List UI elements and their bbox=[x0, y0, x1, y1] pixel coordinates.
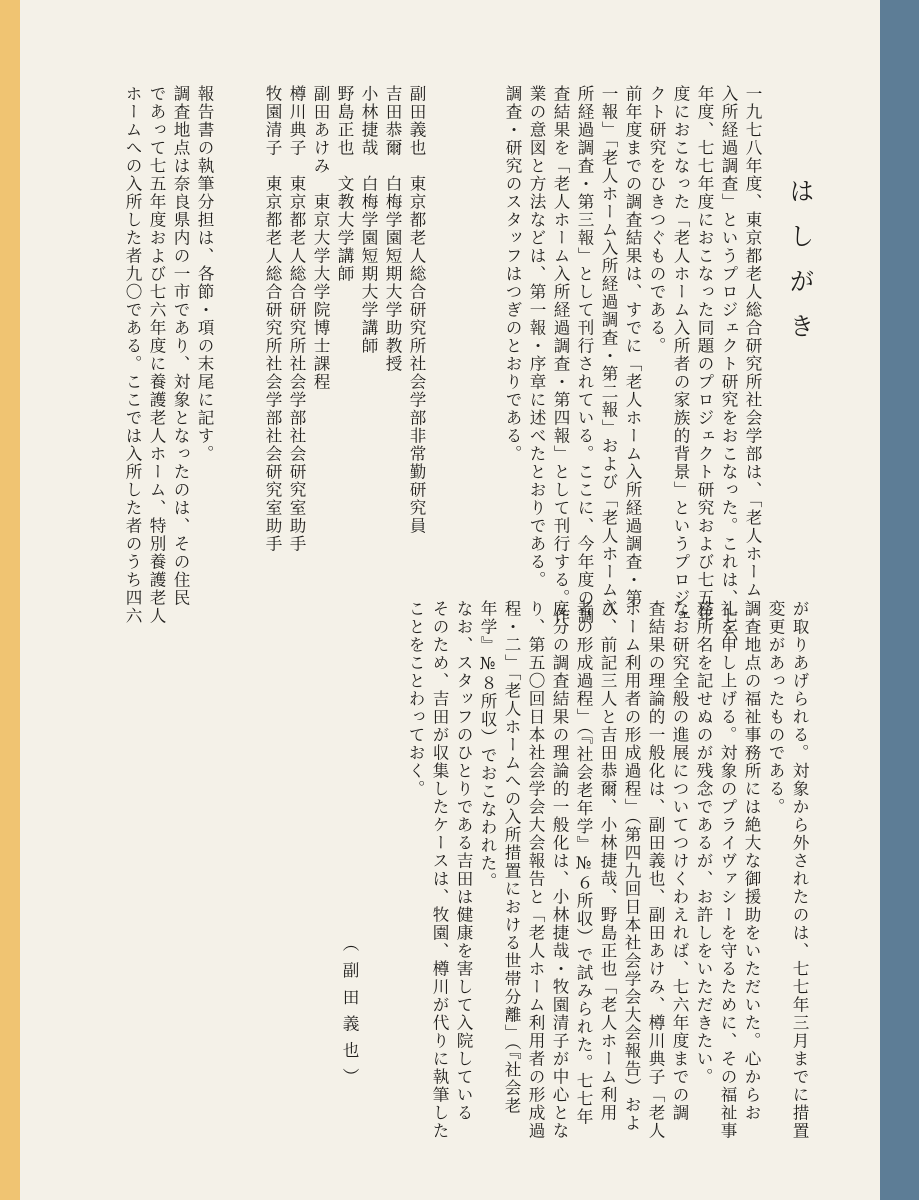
text-line: クト研究をひきつぐものである。 bbox=[647, 85, 666, 355]
text-line: 変更があったものである。 bbox=[766, 600, 785, 816]
text-line: び、前記三人と吉田恭爾、小林捷哉、野島正也「老人ホーム利用 bbox=[598, 600, 617, 1122]
staff-name: 樽川典子 bbox=[287, 85, 306, 157]
text-line: であって七五年度および七六年度に養護老人ホーム、特別養護老人 bbox=[147, 85, 166, 625]
method-text bbox=[120, 85, 216, 625]
staff-role: 東京都老人総合研究所社会学部社会研究室助手 bbox=[287, 175, 306, 553]
text-line: 査結果を「老人ホーム入所経過調査・第四報」として刊行する。作 bbox=[551, 85, 570, 625]
text-line: 務所名を記せぬのが残念であるが、お許しをいただきたい。 bbox=[694, 600, 713, 1086]
text-line: なお、スタッフのひとりである吉田は健康を害して入院している bbox=[454, 600, 473, 1122]
text-line: 者の形成過程」（『社会老年学』№６所収）で試みられた。七七年 bbox=[574, 600, 593, 1126]
text-line: が取りあげられる。対象から外されたのは、七七年三月までに措置 bbox=[790, 600, 809, 1140]
staff-role: 文教大学講師 bbox=[335, 175, 354, 283]
staff-entry bbox=[284, 85, 308, 595]
document-page bbox=[20, 0, 880, 1200]
staff-name: 野島正也 bbox=[335, 85, 354, 157]
text-line: 入所経過調査」というプロジェクト研究をおこなった。これは、七六 bbox=[719, 85, 738, 643]
staff-name: 小林捷哉 bbox=[359, 85, 378, 157]
background-strip-right bbox=[879, 0, 919, 1200]
page-title: はしがき bbox=[786, 178, 815, 358]
staff-role: 東京都老人総合研究所社会学部非常勤研究員 bbox=[407, 175, 426, 535]
staff-name: 副田義也 bbox=[407, 85, 426, 157]
text-line: ことをことわっておく。 bbox=[406, 600, 425, 798]
staff-entry bbox=[356, 85, 380, 595]
staff-entry bbox=[404, 85, 428, 595]
text-line: 程・二」「老人ホームへの入所措置における世帯分離」（『社会老 bbox=[502, 600, 521, 1116]
text-line: 調査・研究のスタッフはつぎのとおりである。 bbox=[503, 85, 522, 463]
text-line: 礼を申し上げる。対象のプライヴァシーを守るために、その福祉事 bbox=[718, 600, 737, 1140]
text-line: 査結果の理論的一般化は、副田義也、副田あけみ、樽川典子「老人 bbox=[646, 600, 665, 1140]
text-line: 一九七八年度、東京都老人総合研究所社会学部は、「老人ホーム bbox=[743, 85, 762, 599]
staff-entry bbox=[332, 85, 356, 595]
lower-text bbox=[403, 600, 811, 1140]
text-line: 調査地点は奈良県内の一市であり、対象となったのは、その住民 bbox=[171, 85, 190, 607]
staff-list bbox=[260, 85, 428, 595]
text-line: なお研究全般の進展についてつけくわえれば、七六年度までの調 bbox=[670, 600, 689, 1122]
staff-role: 東京都老人総合研究所社会学部社会研究室助手 bbox=[263, 175, 282, 553]
staff-role: 東京大学大学院博士課程 bbox=[311, 193, 330, 391]
text-line: ホーム利用者の形成過程」（第四九回日本社会学会大会報告）およ bbox=[622, 600, 641, 1132]
staff-role: 白梅学園短期大学助教授 bbox=[383, 175, 402, 373]
text-line: そのため、吉田が収集したケースは、牧園、樽川が代りに執筆した bbox=[430, 600, 449, 1140]
text-line: 度分の調査結果の理論的一般化は、小林捷哉・牧園清子が中心とな bbox=[550, 600, 569, 1140]
text-line: 年度、七七年度におこなった同題のプロジェクト研究および七五年 bbox=[695, 85, 714, 625]
text-line: り、第五〇回日本社会学会大会報告と「老人ホーム利用者の形成過 bbox=[526, 600, 545, 1140]
text-line: 報告書の執筆分担は、各節・項の末尾に記す。 bbox=[195, 85, 214, 463]
staff-entry bbox=[308, 85, 332, 595]
intro-text bbox=[500, 85, 764, 643]
text-line: 年学』№８所収）でおこなわれた。 bbox=[478, 600, 497, 891]
staff-role: 白梅学園短期大学講師 bbox=[359, 175, 378, 355]
staff-entry bbox=[380, 85, 404, 595]
staff-name: 副田あけみ bbox=[311, 85, 330, 175]
text-line: 度におこなった「老人ホーム入所者の家族的背景」というプロジェ bbox=[671, 85, 690, 625]
signature: （副田義也） bbox=[340, 935, 359, 1095]
text-line: 前年度までの調査結果は、すでに「老人ホーム入所経過調査・第 bbox=[623, 85, 642, 607]
text-line: 調査地点の福祉事務所には絶大な御援助をいただいた。心からお bbox=[742, 600, 761, 1122]
staff-entry bbox=[260, 85, 284, 595]
background-strip-left bbox=[0, 0, 22, 1200]
text-line: 業の意図と方法などは、第一報・序章に述べたとおりである。 bbox=[527, 85, 546, 589]
text-line: 所経過調査・第三報」として刊行されている。ここに、今年度の調 bbox=[575, 85, 594, 625]
staff-name: 牧園清子 bbox=[263, 85, 282, 157]
staff-name: 吉田恭爾 bbox=[383, 85, 402, 157]
text-line: ホームへの入所した者九〇である。ここでは入所した者のうち四六 bbox=[123, 85, 142, 625]
text-line: 一報」「老人ホーム入所経過調査・第二報」および「老人ホーム入 bbox=[599, 85, 618, 617]
